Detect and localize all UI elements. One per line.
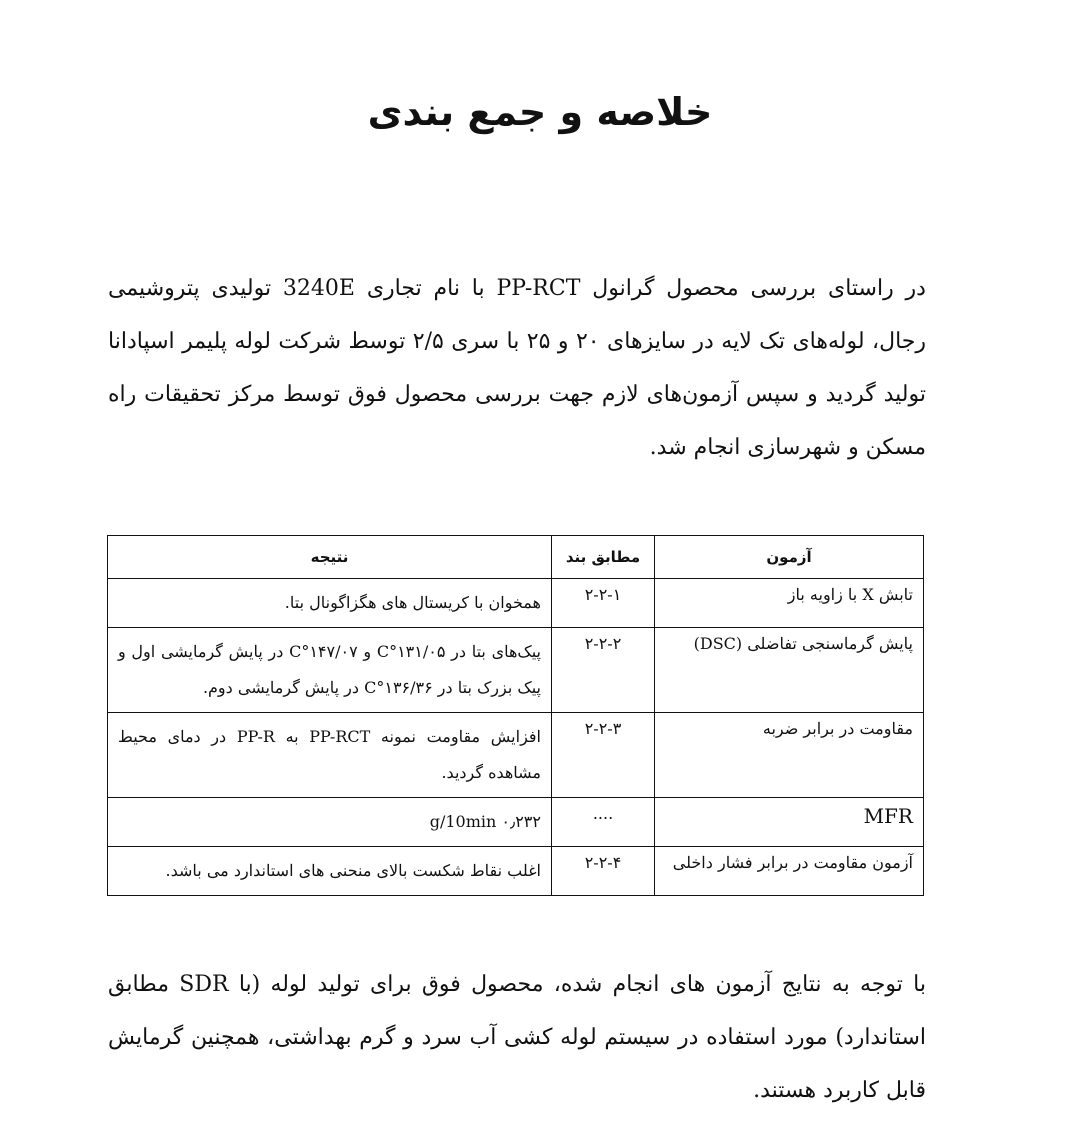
cell-test: آزمون مقاومت در برابر فشار داخلی [655,847,924,896]
cell-test: مقاومت در برابر ضربه [655,713,924,798]
table-row [108,579,924,628]
header-result: نتیجه [108,536,552,579]
cell-ref: ۲-۲-۴ [552,847,655,896]
cell-ref: .... [552,798,655,847]
table-row [108,847,924,896]
cell-ref: ۲-۲-۱ [552,579,655,628]
cell-result: اغلب نقاط شکست بالای منحنی های استاندارد می باشد. [108,847,552,896]
cell-ref: ۲-۲-۳ [552,713,655,798]
cell-test: MFR [655,798,924,847]
table-header-row [108,536,924,579]
page-title: خلاصه و جمع بندی [367,90,713,134]
header-ref: مطابق بند [552,536,655,579]
results-table [107,535,924,896]
cell-ref: ۲-۲-۲ [552,628,655,713]
header-test: آزمون [655,536,924,579]
cell-result: همخوان با کریستال های هگزاگونال بتا. [108,579,552,628]
cell-result: پیک‌های بتا در ۱۳۱/۰۵°C و ۱۴۷/۰۷°C در پایش گرمایشی اول و پیک بزرک بتا در ۱۳۶/۳۶°C در پایش گرمایشی دوم. [108,628,552,713]
conclusion-paragraph: با توجه به نتایج آزمون های انجام شده، محصول فوق برای تولید لوله (با SDR مطابق استاندارد) مورد استفاده در سیستم لوله کشی آب سرد و گرم بهداشتی، همچنین گرمایش قابل کاربرد هستند. [108,972,926,1103]
cell-result: افزایش مقاومت نمونه PP-RCT به PP-R در دمای محیط مشاهده گردید. [108,713,552,798]
cell-test: تابش X با زاویه باز [655,579,924,628]
table-row [108,628,924,713]
table-row [108,713,924,798]
intro-paragraph: در راستای بررسی محصول گرانول PP-RCT با نام تجاری 3240E تولیدی پتروشیمی رجال، لوله‌های تک لایه در سایزهای ۲۰ و ۲۵ با سری ۲/۵ توسط شرکت لوله پلیمر اسپادانا تولید گردید و سپس آزمون‌های لازم جهت بررسی محصول فوق توسط مرکز تحقیقات راه مسکن و شهرسازی انجام شد. [108,276,926,460]
cell-result: ۰٫۲۳۲ g/10min [108,798,552,847]
table-row [108,798,924,847]
cell-test: پایش گرماسنجی تفاضلی (DSC) [655,628,924,713]
